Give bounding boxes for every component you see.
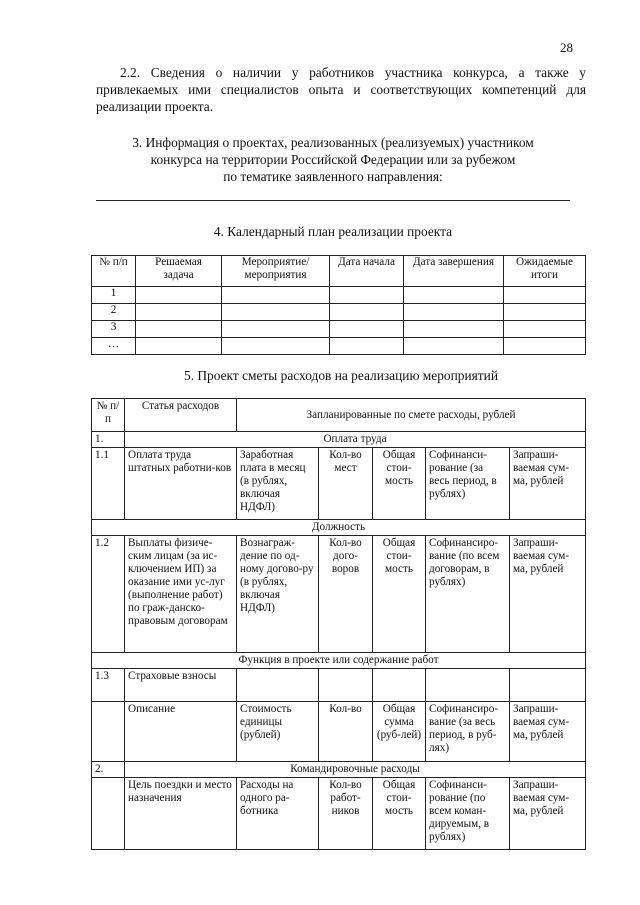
header-cell: Дата завершения bbox=[404, 256, 504, 287]
header-cell: Ожидаемые итоги bbox=[504, 256, 586, 287]
section-2-2-text: 2.2. Сведения о наличии у работников участника конкурса, а также у привлекаемых ими специалистов опыта и соответствующих компетенций для реализации проекта. bbox=[96, 65, 586, 114]
table-row bbox=[92, 669, 586, 702]
calendar-plan-table bbox=[91, 255, 586, 355]
row-number: 1.2 bbox=[92, 536, 125, 653]
table-cell: Страховые взносы bbox=[125, 669, 237, 702]
section-3-line3: по тематике заявленного направления: bbox=[223, 169, 443, 184]
row-number: 1 bbox=[92, 287, 136, 304]
page-number: 28 bbox=[560, 40, 573, 55]
row-number: 3 bbox=[92, 321, 136, 338]
table-row bbox=[92, 520, 586, 536]
header-cell: № п/п bbox=[92, 256, 136, 287]
function-label: Функция в проекте или содержание работ bbox=[92, 653, 586, 669]
table-row bbox=[92, 432, 586, 448]
table-cell: Запраши-ваемая сум-ма, рублей bbox=[510, 702, 586, 762]
row-number: … bbox=[92, 338, 136, 355]
table-cell: Софинансиро-вание (по всем договорам, в рублях) bbox=[426, 536, 510, 653]
table-cell: Кол-во bbox=[319, 702, 373, 762]
table-cell: Софинанси-рование (по всем коман-дируемым, в рублях) bbox=[426, 778, 510, 850]
table-cell: Общая стои-мость bbox=[373, 536, 426, 653]
row-number: 1. bbox=[92, 432, 125, 448]
section-5-title: 5. Проект сметы расходов на реализацию мероприятий bbox=[184, 368, 498, 383]
table-row bbox=[92, 702, 586, 762]
header-item: Статья расходов bbox=[125, 399, 237, 432]
table-row bbox=[92, 321, 586, 338]
table-cell: Заработная плата в месяц (в рублях, включая НДФЛ) bbox=[237, 448, 319, 520]
table-row bbox=[92, 778, 586, 850]
row-number: 1.3 bbox=[92, 669, 125, 702]
table-cell: Софинансиро-вание (за весь период, в руб-лях) bbox=[426, 702, 510, 762]
table-cell: Общая стои-мость bbox=[373, 448, 426, 520]
header-cell: Решаемая задача bbox=[136, 256, 222, 287]
section-label: Командировочные расходы bbox=[125, 762, 586, 778]
row-number: 2. bbox=[92, 762, 125, 778]
position-label: Должность bbox=[92, 520, 586, 536]
section-3-heading bbox=[96, 134, 570, 185]
row-number: 1.1 bbox=[92, 448, 125, 520]
table-row bbox=[92, 338, 586, 355]
table-cell: Цель поездки и место назначения bbox=[125, 778, 237, 850]
section-4-title: 4. Календарный план реализации проекта bbox=[213, 224, 453, 239]
table-cell: Кол-во работ-ников bbox=[319, 778, 373, 850]
table-cell: Вознаграж-дение по од-ному догово-ру (в рублях, включая НДФЛ) bbox=[237, 536, 319, 653]
table-cell: Софинанси-рование (за весь период, в рублях) bbox=[426, 448, 510, 520]
table-cell: Запраши-ваемая сум-ма, рублей bbox=[510, 536, 586, 653]
answer-line bbox=[96, 200, 570, 201]
table-cell: Общая сумма (руб-лей) bbox=[373, 702, 426, 762]
table-cell: Выплаты физиче-ским лицам (за ис-ключением ИП) за оказание ими ус-луг (выполнение работ) по граж-данско-правовым договорам bbox=[125, 536, 237, 653]
table-row bbox=[92, 287, 586, 304]
table-row bbox=[92, 304, 586, 321]
table-cell: Оплата труда штатных работни-ков bbox=[125, 448, 237, 520]
header-cell: Мероприятие/ мероприятия bbox=[222, 256, 330, 287]
section-3-line1: 3. Информация о проектах, реализованных (реализуемых) участником bbox=[132, 135, 534, 150]
table-cell: Расходы на одного ра-ботника bbox=[237, 778, 319, 850]
table-cell: Кол-во дого-воров bbox=[319, 536, 373, 653]
section-label: Оплата труда bbox=[125, 432, 586, 448]
section-3-line2: конкурса на территории Российской Федерации или за рубежом bbox=[150, 152, 516, 167]
table-cell: Общая стои-мость bbox=[373, 778, 426, 850]
header-number: № п/п bbox=[92, 399, 125, 432]
row-number: 2 bbox=[92, 304, 136, 321]
header-planned: Запланированные по смете расходы, рублей bbox=[237, 399, 586, 432]
table-row bbox=[92, 762, 586, 778]
table-row bbox=[92, 536, 586, 653]
table-cell: Описание bbox=[125, 702, 237, 762]
header-cell: Дата начала bbox=[330, 256, 404, 287]
table-cell: Запраши-ваемая сум-ма, рублей bbox=[510, 448, 586, 520]
table-cell: Кол-во мест bbox=[319, 448, 373, 520]
table-header-row bbox=[92, 399, 586, 432]
table-header-row bbox=[92, 256, 586, 287]
table-row bbox=[92, 653, 586, 669]
budget-table bbox=[91, 398, 586, 850]
table-cell: Стоимость единицы (рублей) bbox=[237, 702, 319, 762]
table-cell: Запраши-ваемая сум-ма, рублей bbox=[510, 778, 586, 850]
table-row bbox=[92, 448, 586, 520]
